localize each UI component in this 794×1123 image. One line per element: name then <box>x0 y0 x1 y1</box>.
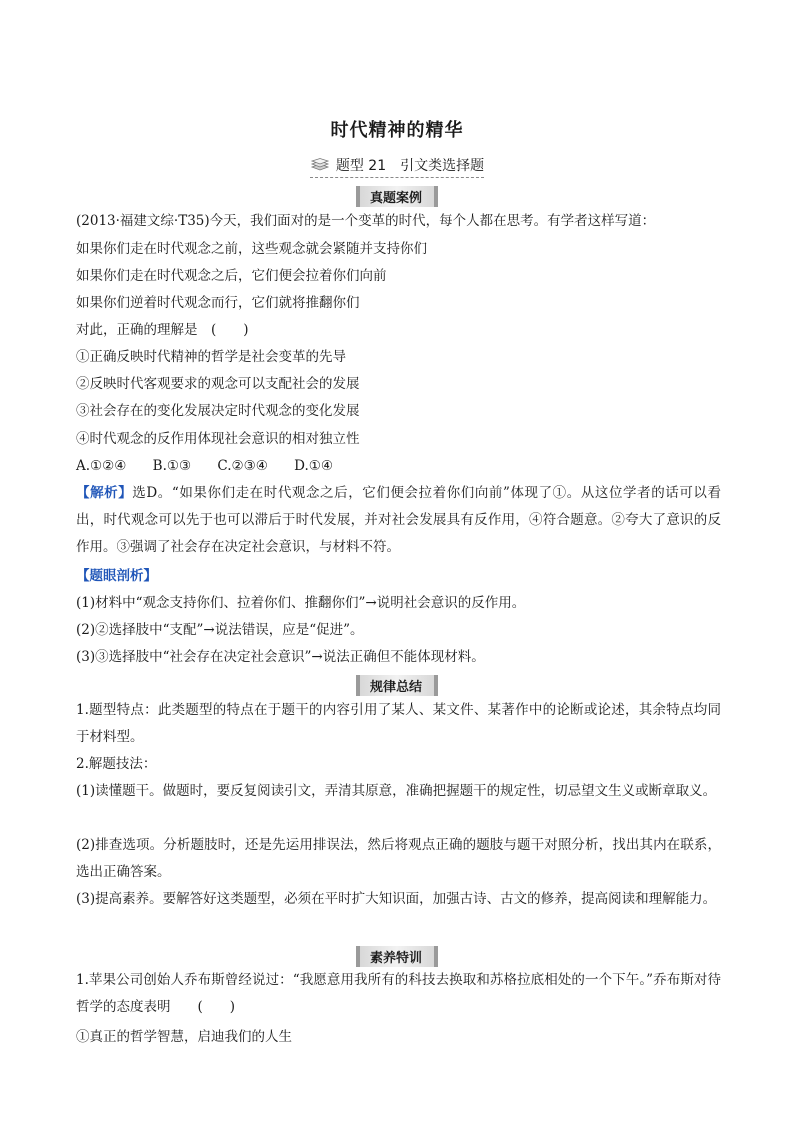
analysis-paragraph <box>76 480 721 561</box>
option-item-1: ①正确反映时代精神的哲学是社会变革的先导 <box>76 349 346 365</box>
summary-point-4: (2)排查选项。分析题肢时，还是先运用排误法，然后将观点正确的题肢与题干对照分析，找出其内在联系，选出正确答案。 <box>76 837 721 880</box>
choice-a: A.①②④ <box>76 458 127 474</box>
choice-c: C.②③④ <box>217 458 268 474</box>
option-item-4: ④时代观念的反作用体现社会意识的相对独立性 <box>76 431 360 447</box>
question-type-header <box>0 155 794 178</box>
eye-line-1: (1)材料中“观念支持你们、拉着你们、推翻你们”→说明社会意识的反作用。 <box>76 595 526 611</box>
summary-point-1: 1.题型特点：此类题型的特点在于题干的内容引用了某人、某文件、某著作中的论断或论述，其余特点均同于材料型。 <box>76 702 721 745</box>
option-item-2: ②反映时代客观要求的观念可以支配社会的发展 <box>76 376 360 392</box>
poem-line-3: 如果你们逆着时代观念而行，它们就将推翻你们 <box>76 295 360 311</box>
question-stem: (2013·福建文综·T35)今天，我们面对的是一个变革的时代，每个人都在思考。有学者这样写道： <box>76 213 656 229</box>
summary-point-2: 2.解题技法： <box>76 756 157 772</box>
analysis-label: 【解析】 <box>76 485 133 501</box>
training-question-1: 1.苹果公司创始人乔布斯曾经说过：“我愿意用我所有的科技去换取和苏格拉底相处的一个下午。”乔布斯对待哲学的态度表明 ( ) <box>76 972 721 1015</box>
poem-line-1: 如果你们走在时代观念之前，这些观念就会紧随并支持你们 <box>76 241 427 257</box>
answer-choices <box>76 457 721 475</box>
eye-line-3: (3)③选择肢中“社会存在决定社会意识”→说法正确但不能体现材料。 <box>76 649 485 665</box>
analysis-text: 选D。“如果你们走在时代观念之后，它们便会拉着你们向前”体现了①。从这位学者的话可以看出，时代观念可以先于也可以滞后于时代发展，并对社会发展具有反作用，④符合题意。②夸大了意识的反作用。③强调了社会存在决定社会意识，与材料不符。 <box>76 485 721 555</box>
option-item-3: ③社会存在的变化发展决定时代观念的变化发展 <box>76 403 360 419</box>
eye-analysis-label: 【题眼剖析】 <box>76 568 157 584</box>
poem-line-2: 如果你们走在时代观念之后，它们便会拉着你们向前 <box>76 268 387 284</box>
page-title: 时代精神的精华 <box>330 120 464 141</box>
subtitle-text: 题型 21 引文类选择题 <box>335 158 485 174</box>
question-prompt: 对此，正确的理解是 ( ) <box>76 322 249 338</box>
section-banner-case: 真题案例 <box>0 186 794 207</box>
eye-line-2: (2)②选择肢中“支配”→说法错误，应是“促进”。 <box>76 622 364 638</box>
summary-point-3: (1)读懂题干。做题时，要反复阅读引文，弄清其原意，准确把握题干的规定性，切忌望文生义或断章取义。 <box>76 783 717 799</box>
section-banner-summary: 规律总结 <box>0 675 794 696</box>
summary-point-5: (3)提高素养。要解答好这类题型，必须在平时扩大知识面，加强古诗、古文的修养，提高阅读和理解能力。 <box>76 891 717 907</box>
book-stack-icon <box>310 158 330 172</box>
training-item-1: ①真正的哲学智慧，启迪我们的人生 <box>76 1029 292 1045</box>
section-banner-training: 素养特训 <box>0 946 794 967</box>
choice-b: B.①③ <box>152 458 192 474</box>
choice-d: D.①④ <box>294 458 333 474</box>
